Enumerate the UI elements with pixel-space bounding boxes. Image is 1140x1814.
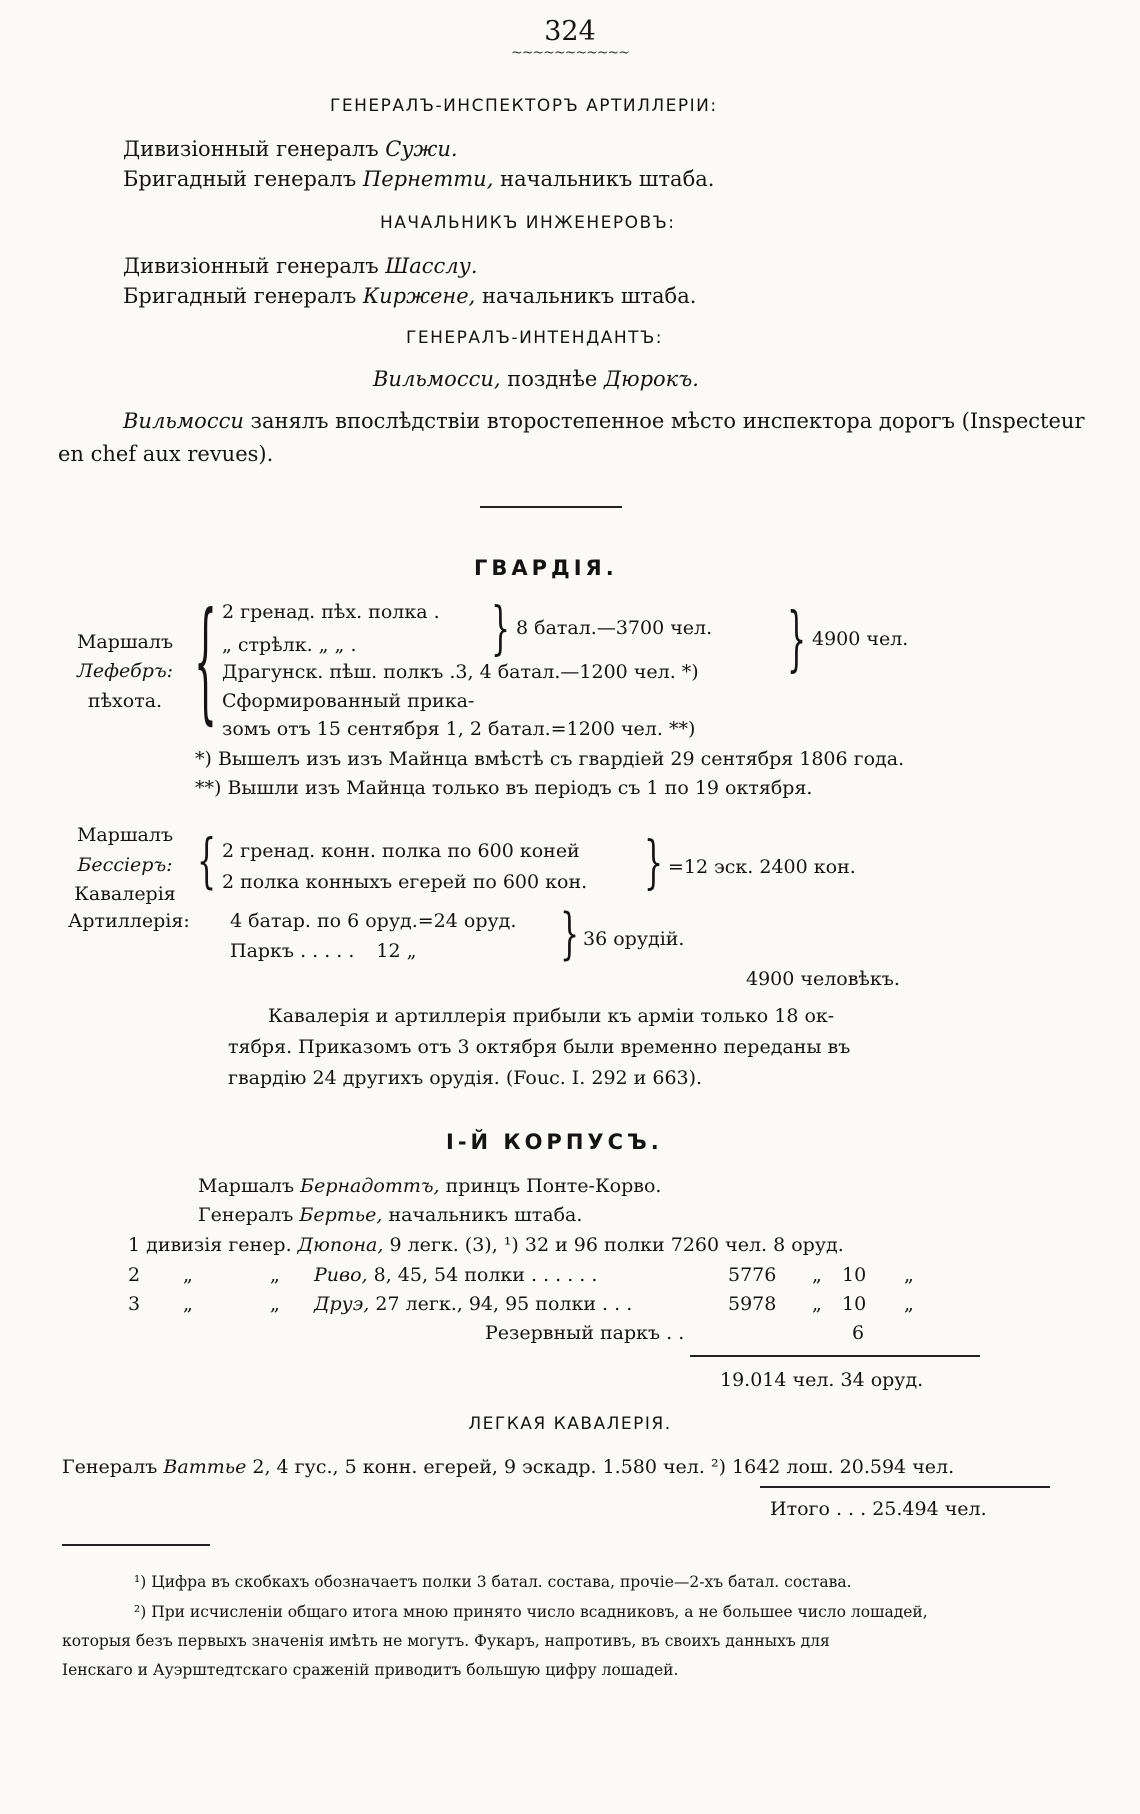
guard-row-1-2-brace: } [491, 596, 511, 663]
guard-total: 4900 человѣкъ. [746, 968, 900, 990]
corps1-division-3: Друэ, 27 легк., 94, 95 полки . . . [314, 1293, 633, 1315]
guard-row-2: „ стрѣлк. „ „ . [222, 634, 357, 656]
guard-artillery-row-2: Паркъ . . . . . 12 „ [230, 940, 417, 962]
engineers-line-1: Дивизіонный генералъ Шасслу. [123, 254, 478, 278]
artillery-line-1: Дивизіонный генералъ Сужи. [123, 137, 458, 161]
guard-paragraph-line-2: тября. Приказомъ отъ 3 октября были временно переданы въ [228, 1036, 851, 1058]
page-number: 324 [544, 16, 596, 47]
guard-cavalry-brace: { [197, 828, 217, 897]
grand-total: Итого . . . 25.494 чел. [770, 1498, 987, 1520]
corps1-reserve-park-guns: 6 [852, 1322, 865, 1344]
section-divider [480, 506, 622, 508]
footnote-2-line-1: ²) При исчисленіи общаго итога мною принято число всадниковъ, а не большее число лошадей, [134, 1603, 928, 1621]
corps1-division-3-number: 3 [128, 1293, 141, 1315]
guard-artillery-row-1: 4 батар. по 6 оруд.=24 оруд. [230, 910, 517, 932]
corps1-division-2-ditto-4: „ [904, 1264, 914, 1286]
corps1-division-3-ditto-3: „ [812, 1293, 822, 1315]
engineers-line-2: Бригадный генералъ Киржене, начальникъ штаба. [123, 284, 697, 308]
guard-artillery-total: 36 орудій. [583, 928, 685, 950]
artillery-heading: ГЕНЕРАЛЪ-ИНСПЕКТОРЪ АРТИЛЛЕРІИ: [330, 96, 718, 116]
corps1-heading: I-Й КОРПУСЪ. [446, 1130, 663, 1154]
corps1-division-3-ditto-4: „ [904, 1293, 914, 1315]
corps1-chief-of-staff: Генералъ Бертье, начальникъ штаба. [198, 1204, 583, 1226]
guard-row-1-2-total: 8 батал.—3700 чел. [516, 617, 713, 639]
guard-infantry-brace: { [194, 589, 217, 739]
light-cavalry-line: Генералъ Ваттье 2, 4 гус., 5 конн. егерей, 9 эскадр. 1.580 чел. ²) 1642 лош. 20.594 чел. [62, 1456, 955, 1478]
guard-heading: ГВАРДІЯ. [474, 556, 618, 580]
corps1-division-3-men: 5978 [728, 1293, 777, 1315]
guard-cavalry-row-2: 2 полка конныхъ егерей по 600 кон. [222, 871, 588, 893]
intendant-note-line-2: en chef aux revues). [58, 442, 274, 466]
guard-cavalry-total: =12 эск. 2400 кон. [668, 856, 856, 878]
guard-cavalry-label-1: Маршалъ [76, 824, 174, 846]
guard-infantry-total-brace: } [787, 598, 807, 682]
corps1-division-1: 1 дивизія генер. Дюпона, 9 легк. (3), ¹) 32 и 96 полки 7260 чел. 8 оруд. [128, 1234, 844, 1256]
footnote-2-line-2: которыя безъ первыхъ значенія имѣть не могутъ. Фукаръ, напротивъ, въ своихъ данныхъ для [62, 1632, 830, 1650]
intendant-line: Вильмосси, позднѣе Дюрокъ. [373, 367, 699, 391]
guard-row-4: Сформированный прика- [222, 690, 475, 712]
corps1-total: 19.014 чел. 34 оруд. [720, 1369, 924, 1391]
guard-infantry-label-3: пѣхота. [87, 690, 163, 712]
guard-row-3: Драгунск. пѣш. полкъ .3, 4 батал.—1200 чел. *) [222, 661, 699, 683]
corps1-division-2-number: 2 [128, 1264, 141, 1286]
corps1-total-rule [690, 1355, 980, 1357]
guard-cavalry-row-1: 2 гренад. конн. полка по 600 коней [222, 840, 580, 862]
guard-row-5: зомъ отъ 15 сентября 1, 2 батал.=1200 чел. **) [222, 718, 696, 740]
corps1-division-2: Риво, 8, 45, 54 полки . . . . . . [314, 1264, 598, 1286]
guard-row-1: 2 гренад. пѣх. полка . [222, 601, 440, 623]
corps1-division-2-ditto-2: „ [270, 1264, 280, 1286]
guard-cavalry-label-2: Бессіеръ: [77, 854, 173, 876]
guard-footnote-2: **) Вышли изъ Майнца только въ періодъ съ 1 по 19 октября. [195, 777, 813, 799]
guard-artillery-label: Артиллерія: [68, 910, 190, 932]
corps1-division-2-men: 5776 [728, 1264, 777, 1286]
corps1-division-2-ditto-3: „ [812, 1264, 822, 1286]
corps1-marshal: Маршалъ Бернадоттъ, принцъ Понте-Корво. [198, 1175, 662, 1197]
intendant-note-line-1: Вильмосси занялъ впослѣдствіи второстепенное мѣсто инспектора дорогъ (Inspecteur [123, 409, 1085, 433]
guard-footnote-1: *) Вышелъ изъ изъ Майнца вмѣстѣ съ гвардіей 29 сентября 1806 года. [195, 748, 905, 770]
engineers-heading: НАЧАЛЬНИКЪ ИНЖЕНЕРОВЪ: [380, 213, 676, 233]
footnote-2-line-3: Іенскаго и Ауэрштедтскаго сраженій приводитъ большую цифру лошадей. [62, 1661, 679, 1679]
guard-paragraph-line-3: гвардію 24 другихъ орудія. (Fouc. I. 292 и 663). [228, 1067, 703, 1089]
guard-cavalry-label-3: Кавалерія [74, 883, 176, 905]
guard-infantry-label-1: Маршалъ [76, 631, 174, 653]
guard-paragraph-line-1: Кавалерія и артиллерія прибыли къ арміи только 18 ок- [268, 1005, 835, 1027]
footnote-1: ¹) Цифра въ скобкахъ обозначаетъ полки 3 батал. состава, прочіе—2-хъ батал. состава. [134, 1573, 852, 1591]
corps1-division-3-ditto-2: „ [270, 1293, 280, 1315]
footnote-rule [62, 1544, 210, 1546]
grand-total-rule [760, 1486, 1050, 1488]
guard-infantry-label-2: Лефебръ: [76, 660, 174, 682]
artillery-line-2: Бригадный генералъ Пернетти, начальникъ штаба. [123, 167, 715, 191]
guard-artillery-brace: } [560, 902, 580, 968]
corps1-division-3-guns: 10 [842, 1293, 867, 1315]
corps1-division-3-ditto-1: „ [183, 1293, 193, 1315]
page-number-ornament: ~~~~~~~~~~~ [510, 45, 630, 61]
corps1-reserve-park: Резервный паркъ . . [485, 1322, 685, 1344]
corps1-division-2-ditto-1: „ [183, 1264, 193, 1286]
light-cavalry-heading: ЛЕГКАЯ КАВАЛЕРІЯ. [468, 1414, 672, 1434]
intendant-heading: ГЕНЕРАЛЪ-ИНТЕНДАНТЪ: [406, 328, 663, 348]
corps1-division-2-guns: 10 [842, 1264, 867, 1286]
guard-cavalry-right-brace: } [644, 830, 664, 897]
guard-infantry-total: 4900 чел. [812, 628, 909, 650]
